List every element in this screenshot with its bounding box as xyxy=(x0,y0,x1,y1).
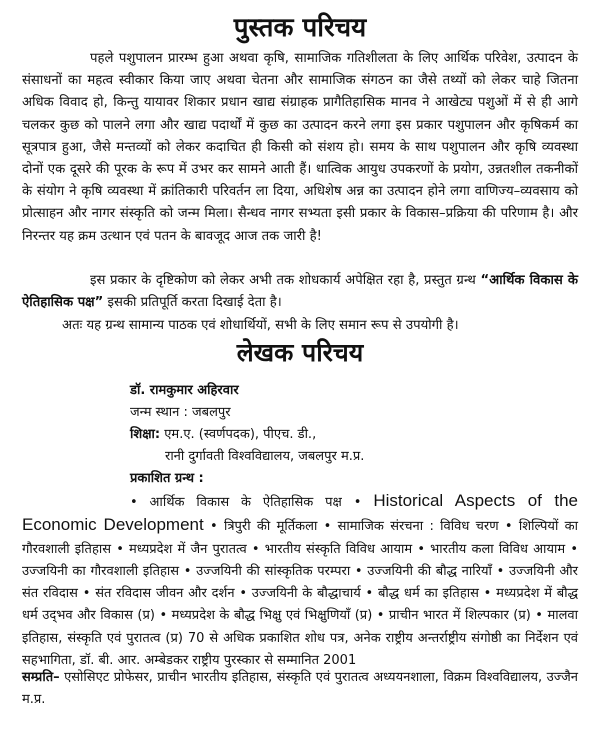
education-label: शिक्षा: xyxy=(130,427,161,442)
paragraph-2-end: इसकी प्रतिपूर्ति करता दिखाई देता है। xyxy=(103,295,282,311)
book-intro-paragraph-2 xyxy=(22,270,578,314)
paragraph-2-start: इस प्रकार के दृष्टिकोण को लेकर अभी तक शोधकार्य अपेक्षित रहा है, प्रस्तुत ग्रन्थ xyxy=(90,273,476,288)
book-intro-paragraph-1: पहले पशुपालन प्रारम्भ हुआ अथवा कृषि, सामाजिक गतिशीलता के लिए आर्थिक परिवेश, उत्पादन के संसाधनों का महत्व स्वीकार किया जाए अथवा चेतना और सामाजिक संगठन का जैसे तथ्यों को लेकर चाहे जितना अधिक विवाद हो, किन्तु यायावर शिकार प्रधान खाद्य संग्राहक प्रागैतिहासिक मानव ने आखेट्य पशुओं में से ही आगे चलकर कुछ को पालने लगा और खाद्य पदार्थों में कुछ का उत्पादन करने लगा इस प्रकार पशुपालन और कृषिकर्म का सूत्रपात्र हुआ, जैसे मन्तव्यों को लेकर कदाचित ही किसी को संशय हो। समय के साथ पशुपालन और कृषि व्यवस्था दोनों एक दूसरे की पूरक के रूप में उभर कर सामने आती हैं। धात्विक आयुध उपकरणों के प्रयोग, उन्नतशील तकनीकों के संयोग ने कृषि व्यवस्था में क्रांतिकारी परिवर्तन ला दिया, अधिशेष अन्न का उत्पादन होने लगा वाणिज्य–व्यवसाय को प्रोत्साहन और नागर संस्कृति को जन्म मिला। सैन्धव नागर सभ्यता इसी प्रकार के विकास–प्रक्रिया की परिणाम है। और निरन्तर यह क्रम उत्थान एवं पतन के बावजूद आज तक जारी है! xyxy=(22,51,578,244)
published-books-label: प्रकाशित ग्रन्थ : xyxy=(130,471,204,486)
author-birthplace: जन्म स्थान : जबलपुर xyxy=(130,405,231,420)
author-current-position xyxy=(22,667,578,711)
author-name: डॉ. रामकुमार अहिरवार xyxy=(130,383,239,398)
books-remaining: • त्रिपुरी की मूर्तिकला • सामाजिक संरचना : विविध चरण • शिल्पियों का गौरवशाली इतिहास • मध्यप्रदेश में जैन पुरातत्व • भारतीय संस्कृति विविध आयाम • भारतीय कला विविध आयाम • उज्जयिनी का गौरवशाली इतिहास • उज्जयिनी की सांस्कृतिक परम्परा • उज्जयिनी की बौद्ध नारियाँ • उज्जयिनी और संत रविदास • संत रविदास जीवन और दर्शन • उज्जयिनी के बौद्धाचार्य • बौद्ध धर्म का इतिहास • मध्यप्रदेश में बौद्ध धर्म उद्‌भव और विकास (प्र) • मध्यप्रदेश के बौद्ध भिक्षु एवं भिक्षुणियाँ (प्र) • प्राचीन भारत में शिल्पकार (प्र) • मालवा इतिहास, संस्कृति एवं पुरातत्व (प्र) 70 से अधिक प्रकाशित शोध पत्र, अनेक राष्ट्रीय अन्तर्राष्ट्रीय संगोष्ठी का निर्देशन एवं सहभागिता, डॉ. बी. आर. अम्बेडकर राष्ट्रीय पुरस्कार से सम्मानित 2001 xyxy=(22,519,579,669)
book-intro-paragraph-3: अतः यह ग्रन्थ सामान्य पाठक एवं शोधार्थियों, सभी के लिए समान रूप से उपयोगी है। xyxy=(62,318,459,333)
current-position-value: एसोसिएट प्रोफेसर, प्राचीन भारतीय इतिहास, संस्कृति एवं पुरातत्व अध्ययनशाला, विक्रम विश्वविद्यालय, उज्जैन म.प्र. xyxy=(22,670,578,707)
author-intro-heading: लेखक परिचय xyxy=(236,338,364,367)
author-university: रानी दुर्गावती विश्वविद्यालय, जबलपुर म.प्र. xyxy=(165,449,365,464)
published-books-list xyxy=(22,490,578,672)
education-value: एम.ए. (स्वर्णपदक), पीएच. डी., xyxy=(160,427,317,442)
current-position-label: सम्प्रति– xyxy=(22,670,60,685)
book-title-quote: “आर्थिक विकास के ऐतिहासिक पक्ष” xyxy=(22,273,578,311)
author-education xyxy=(130,424,316,446)
book-intro-heading: पुस्तक परिचय xyxy=(233,13,367,43)
books-hindi-first: • आर्थिक विकास के ऐतिहासिक पक्ष • xyxy=(130,495,374,510)
books-english-title: Historical Aspects of the Economic Development xyxy=(22,491,578,535)
